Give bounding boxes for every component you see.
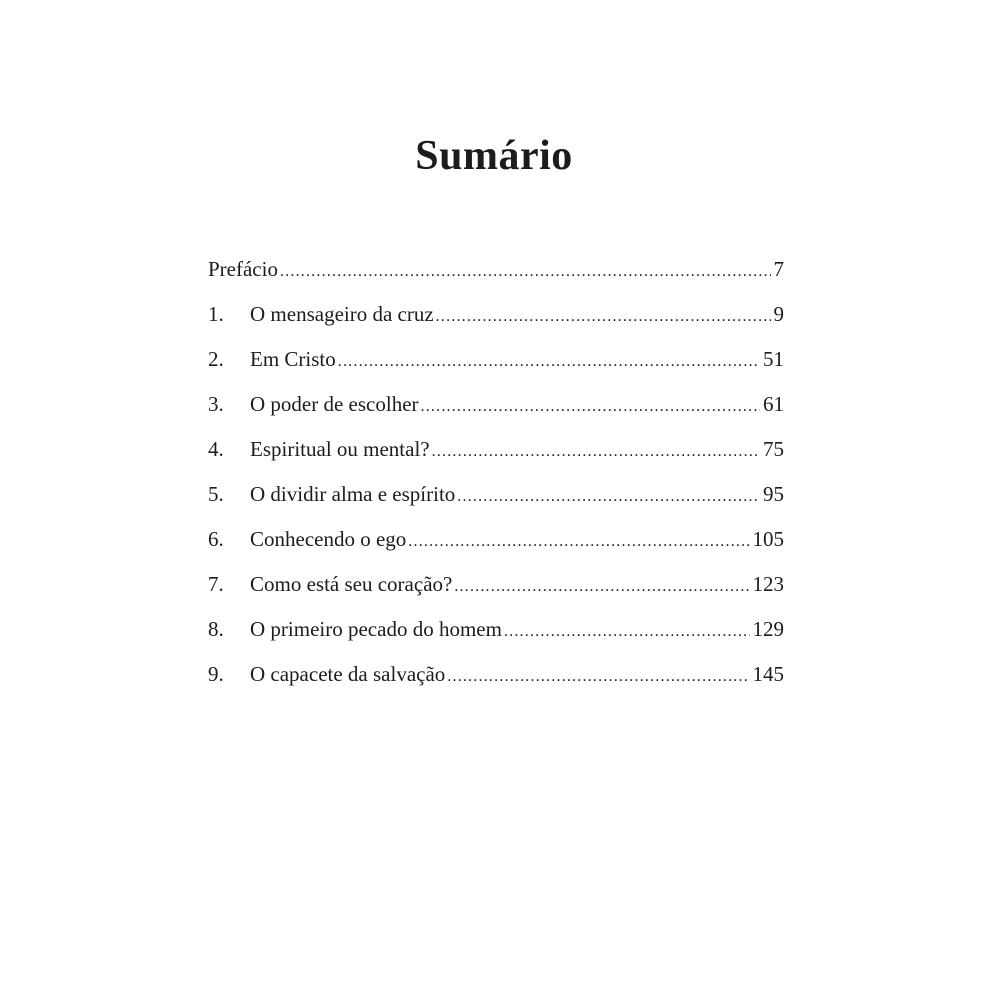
dot-leader (408, 519, 749, 564)
table-of-contents (208, 247, 784, 697)
toc-entry-label: O dividir alma e espírito (250, 482, 456, 506)
toc-entry-page-number: 145 (752, 662, 784, 686)
toc-entry-number: 9. (208, 662, 224, 686)
dot-leader (436, 294, 771, 339)
toc-entry-page-number: 61 (763, 392, 784, 416)
toc-entry-label: O primeiro pecado do homem (250, 617, 502, 641)
dot-leader (338, 339, 760, 384)
toc-entry-chapter-1 (208, 292, 784, 337)
toc-entry-chapter-3 (208, 382, 784, 427)
dot-leader (432, 429, 760, 474)
toc-entry-page-number: 75 (763, 437, 784, 461)
toc-entry-number: 5. (208, 482, 224, 506)
toc-entry-chapter-7 (208, 562, 784, 607)
toc-entry-number: 8. (208, 617, 224, 641)
toc-entry-chapter-5 (208, 472, 784, 517)
toc-entry-page-number: 9 (773, 302, 784, 326)
toc-entry-page-number: 7 (773, 257, 784, 281)
toc-entry-number: 2. (208, 347, 224, 371)
toc-entry-chapter-9 (208, 652, 784, 697)
toc-entry-preface (208, 247, 784, 292)
toc-entry-page-number: 51 (763, 347, 784, 371)
toc-entry-chapter-8 (208, 607, 784, 652)
toc-entry-page-number: 95 (763, 482, 784, 506)
dot-leader (457, 474, 760, 519)
dot-leader (447, 654, 749, 699)
toc-entry-number: 1. (208, 302, 224, 326)
toc-entry-label: O capacete da salvação (250, 662, 446, 686)
toc-entry-label: Prefácio (208, 257, 278, 281)
toc-entry-chapter-4 (208, 427, 784, 472)
toc-entry-label: Conhecendo o ego (250, 527, 407, 551)
dot-leader (280, 249, 771, 294)
dot-leader (504, 609, 750, 654)
page-title: Sumário (415, 133, 573, 179)
toc-entry-page-number: 105 (752, 527, 784, 551)
dot-leader (454, 564, 749, 609)
toc-entry-label: Espiritual ou mental? (250, 437, 430, 461)
dot-leader (421, 384, 760, 429)
toc-entry-label: O mensageiro da cruz (250, 302, 434, 326)
toc-entry-number: 6. (208, 527, 224, 551)
toc-entry-label: Como está seu coração? (250, 572, 453, 596)
toc-entry-page-number: 123 (752, 572, 784, 596)
toc-entry-number: 4. (208, 437, 224, 461)
toc-entry-label: O poder de escolher (250, 392, 419, 416)
toc-entry-page-number: 129 (752, 617, 784, 641)
toc-entry-label: Em Cristo (250, 347, 336, 371)
toc-entry-number: 3. (208, 392, 224, 416)
toc-entry-chapter-6 (208, 517, 784, 562)
toc-entry-chapter-2 (208, 337, 784, 382)
toc-entry-number: 7. (208, 572, 224, 596)
